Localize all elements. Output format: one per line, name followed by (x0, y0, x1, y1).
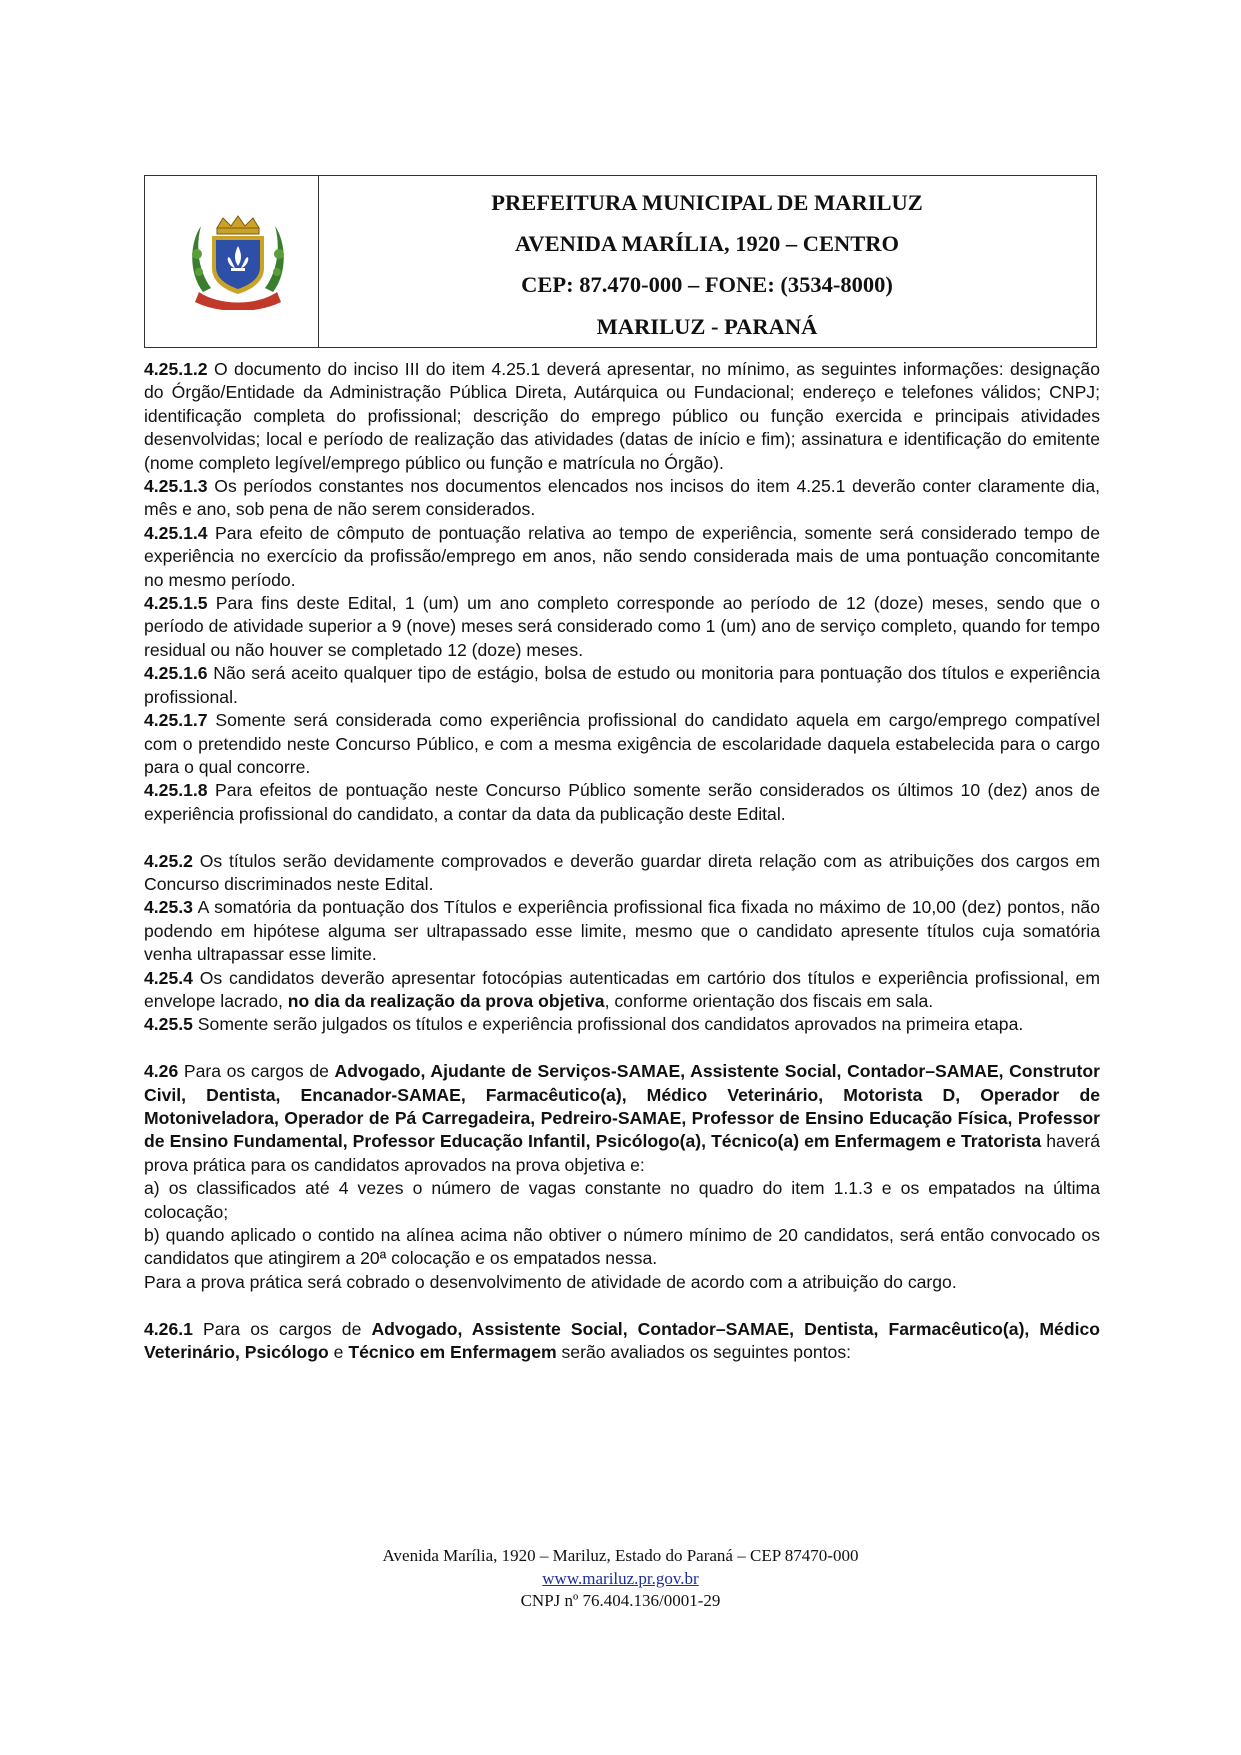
item-number: 4.25.4 (144, 967, 193, 988)
footer-address: Avenida Marília, 1920 – Mariluz, Estado do Paraná – CEP 87470-000 (382, 1546, 859, 1565)
paragraph-4-26: 4.26 Para os cargos de Advogado, Ajudante de Serviços-SAMAE, Assistente Social, Contador–SAMAE, Construtor Civil, Dentista, Encanador-SAMAE, Farmacêutico(a), Médico Veterinário, Motorista D, Operador de Motoniveladora, Operador de Pá Carregadeira, Pedreiro-SAMAE, Professor de Ensino Educação Física, Professor de Ensino Fundamental, Professor Educação Infantil, Psicólogo(a), Técnico(a) em Enfermagem e Tratorista haverá prova prática para os candidatos aprovados na prova objetiva e: (144, 1061, 1101, 1175)
item-number: 4.25.3 (144, 897, 193, 918)
header-address: AVENIDA MARÍLIA, 1920 – CENTRO (514, 231, 899, 256)
paragraph-4-25-4: 4.25.4 Os candidatos deverão apresentar fotocópias autenticadas em cartório dos títulos e experiência profissional, em envelope lacrado, no dia da realização da prova objetiva, conforme orientação dos fiscais em sala. (144, 967, 1100, 1011)
paragraph-4-25-1-6: 4.25.1.6 Não será aceito qualquer tipo de estágio, bolsa de estudo ou monitoria para pontuação dos títulos e experiência profissional. (144, 663, 1100, 707)
document-body (144, 358, 1100, 1364)
paragraph-4-26-b: b) quando aplicado o contido na alínea acima não obtiver o número mínimo de 20 candidatos, será então convocado os candidatos que atingirem a 20ª colocação e os empatados nessa. (144, 1225, 1100, 1269)
item-number: 4.25.1.5 (144, 593, 208, 614)
letterhead (144, 175, 1097, 348)
coat-of-arms-logo (185, 214, 291, 310)
paragraph-4-26-note: Para a prova prática será cobrado o desenvolvimento de atividade de acordo com a atribuição do cargo. (144, 1271, 957, 1292)
item-number: 4.25.1.2 (144, 359, 208, 379)
item-number: 4.25.5 (144, 1014, 193, 1035)
paragraph-4-25-1-8: 4.25.1.8 Para efeitos de pontuação neste Concurso Público somente serão considerados os últimos 10 (dez) anos de experiência profissional do candidato, a contar da data da publicação deste Edital. (144, 780, 1100, 824)
header-title: PREFEITURA MUNICIPAL DE MARILUZ (491, 190, 923, 215)
paragraph-4-25-2: 4.25.2 Os títulos serão devidamente comprovados e deverão guardar direta relação com as atribuições dos cargos em Concurso discriminados neste Edital. (144, 850, 1100, 894)
header-contact: CEP: 87.470-000 – FONE: (3534-8000) (521, 272, 893, 297)
footer-website-link[interactable]: www.mariluz.pr.gov.br (542, 1568, 699, 1588)
item-number: 4.25.1.6 (144, 663, 208, 684)
item-number: 4.25.2 (144, 850, 193, 871)
paragraph-4-25-1-4: 4.25.1.4 Para efeito de cômputo de pontuação relativa ao tempo de experiência, somente será considerado tempo de experiência no exercício da profissão/emprego em anos, não sendo considerada mais de uma pontuação concomitante no mesmo período. (144, 522, 1100, 590)
item-number: 4.25.1.3 (144, 476, 208, 497)
paragraph-4-25-1-5: 4.25.1.5 Para fins deste Edital, 1 (um) um ano completo corresponde ao período de 12 (doze) meses, sendo que o período de atividade superior a 9 (nove) meses será considerado como 1 (um) ano de serviço completo, quando for tempo residual ou não houver se completado 12 (doze) meses. (144, 593, 1100, 660)
item-number: 4.26.1 (144, 1318, 193, 1339)
footer-cnpj: CNPJ nº 76.404.136/0001-29 (520, 1591, 721, 1610)
item-number: 4.25.1.4 (144, 522, 208, 543)
item-number: 4.25.1.8 (144, 780, 208, 801)
logo-cell (145, 176, 319, 347)
header-city: MARILUZ - PARANÁ (596, 314, 818, 339)
item-number: 4.26 (144, 1061, 179, 1082)
paragraph-4-25-1-2: 4.25.1.2 O documento do inciso III do item 4.25.1 deverá apresentar, no mínimo, as seguintes informações: designação do Órgão/Entidade da Administração Pública Direta, Autárquica ou Fundacional; endereço e telefones válidos; CNPJ; identificação completa do profissional; descrição do emprego público ou função exercida e principais atividades desenvolvidas; local e período de realização das atividades (datas de início e fim); assinatura e identificação do emitente (nome completo legível/emprego público ou função e matrícula no Órgão). (144, 359, 1100, 473)
paragraph-4-26-1: 4.26.1 Para os cargos de Advogado, Assistente Social, Contador–SAMAE, Dentista, Farmacêutico(a), Médico Veterinário, Psicólogo e Técnico em Enfermagem serão avaliados os seguintes pontos: (144, 1318, 1101, 1363)
page-footer (0, 1545, 1241, 1613)
paragraph-4-25-5: 4.25.5 Somente serão julgados os títulos e experiência profissional dos candidatos aprovados na primeira etapa. (144, 1014, 1024, 1035)
paragraph-4-25-3: 4.25.3 A somatória da pontuação dos Títulos e experiência profissional fica fixada no máximo de 10,00 (dez) pontos, não podendo em hipótese alguma ser ultrapassado esse limite, mesmo que o candidato apresente títulos cuja somatória venha ultrapassar esse limite. (144, 897, 1100, 965)
paragraph-4-25-1-7: 4.25.1.7 Somente será considerada como experiência profissional do candidato aquela em cargo/emprego compatível com o pretendido neste Concurso Público, e com a mesma exigência de escolaridade daquela estabelecida para o cargo para o qual concorre. (144, 710, 1100, 777)
item-number: 4.25.1.7 (144, 710, 208, 731)
letterhead-text (318, 176, 1096, 347)
paragraph-4-26-a: a) os classificados até 4 vezes o número de vagas constante no quadro do item 1.1.3 e os empatados na última colocação; (144, 1178, 1100, 1222)
paragraph-4-25-1-3: 4.25.1.3 Os períodos constantes nos documentos elencados nos incisos do item 4.25.1 deverão conter claramente dia, mês e ano, sob pena de não serem considerados. (144, 476, 1100, 520)
